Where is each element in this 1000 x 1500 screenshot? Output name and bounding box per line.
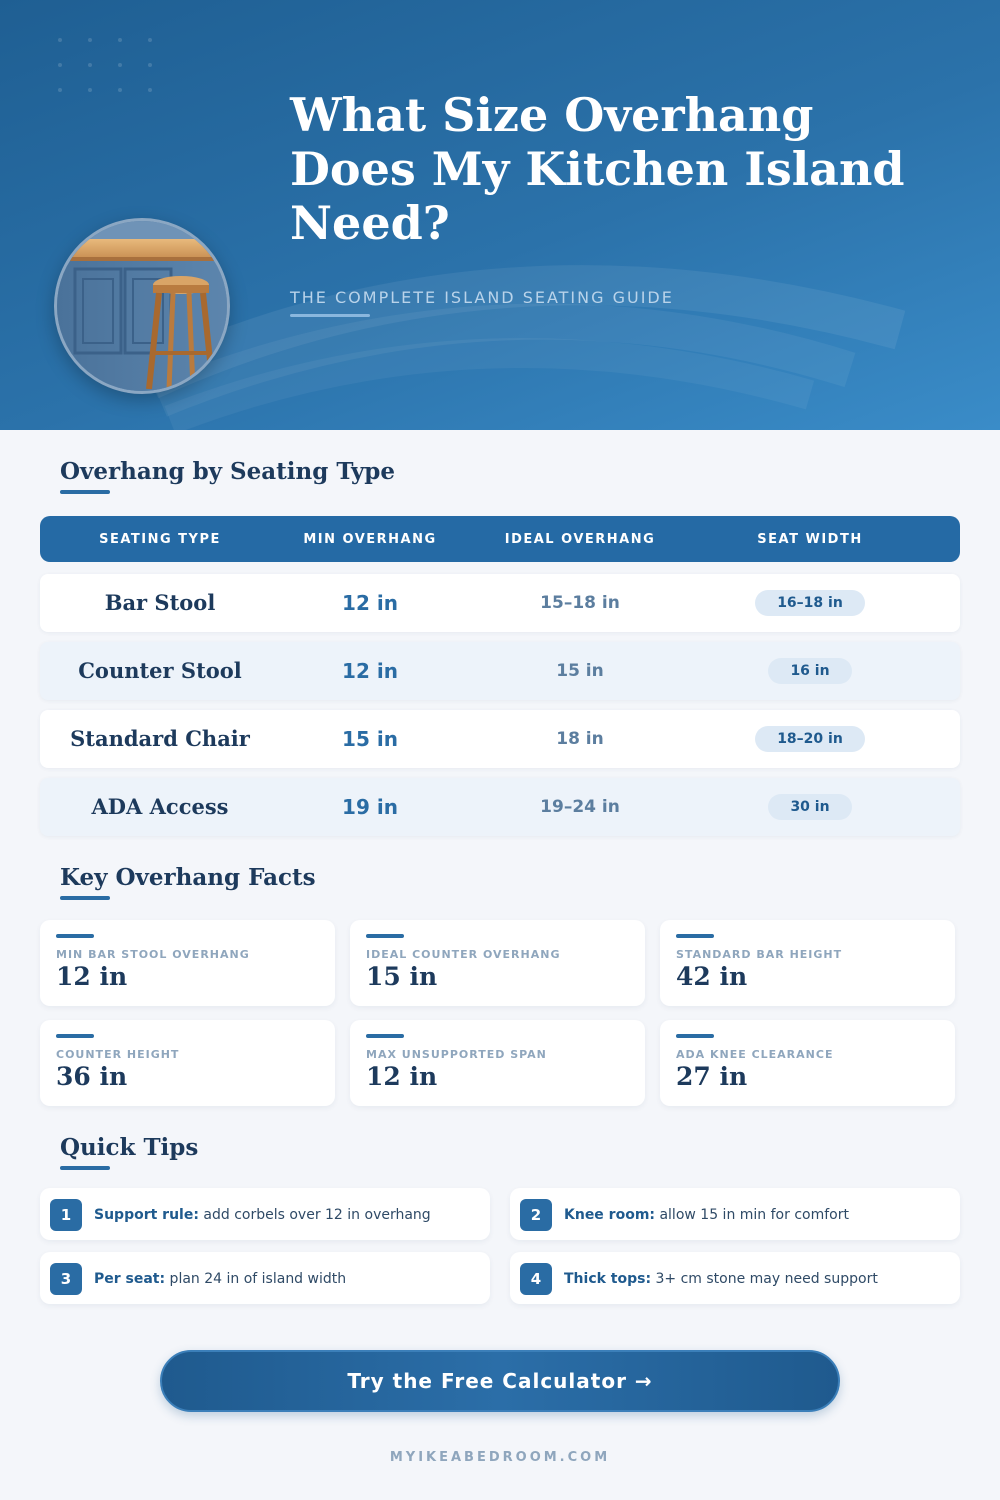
hero-banner [0,0,1000,430]
seating-type: Standard Chair [70,726,250,751]
min-overhang: 12 in [342,591,398,615]
fact-value: 12 in [366,1062,438,1091]
table-row [40,710,960,768]
tip-number: 2 [520,1199,552,1231]
tip-text [94,1271,346,1287]
tip-card [510,1188,960,1240]
section-underline [60,1166,110,1170]
tip-text [94,1207,431,1223]
min-overhang: 12 in [342,659,398,683]
fact-card [660,920,955,1006]
calculator-cta-button[interactable]: Try the Free Calculator → [160,1350,840,1412]
page-title: What Size Overhang Does My Kitchen Island Need? [290,88,905,250]
subtitle-underline [290,314,370,317]
table-row [40,574,960,632]
fact-value: 12 in [56,962,128,991]
seat-width-badge: 30 in [768,794,851,820]
ideal-overhang: 15–18 in [540,593,620,613]
fact-accent-bar [366,934,404,938]
header-ideal-overhang: IDEAL OVERHANG [504,532,656,547]
fact-label: STANDARD BAR HEIGHT [676,948,843,961]
tips-section-title: Quick Tips [60,1134,199,1161]
table-row [40,778,960,836]
overhang-section-title: Overhang by Seating Type [60,458,396,485]
fact-card [40,1020,335,1106]
fact-label: IDEAL COUNTER OVERHANG [366,948,561,961]
tip-body: allow 15 in min for comfort [655,1207,849,1223]
fact-label: ADA KNEE CLEARANCE [676,1048,834,1061]
section-underline [60,896,110,900]
fact-label: MAX UNSUPPORTED SPAN [366,1048,547,1061]
fact-value: 42 in [676,962,748,991]
tip-heading: Thick tops: [564,1271,652,1287]
fact-accent-bar [56,934,94,938]
tip-number: 3 [50,1263,82,1295]
fact-accent-bar [56,1034,94,1038]
seating-type: Counter Stool [78,658,242,683]
ideal-overhang: 15 in [556,661,604,681]
fact-card [660,1020,955,1106]
tip-card [40,1188,490,1240]
tip-heading: Per seat: [94,1271,166,1287]
fact-accent-bar [676,934,714,938]
tip-text [564,1207,849,1223]
tip-text [564,1271,878,1287]
fact-label: COUNTER HEIGHT [56,1048,180,1061]
ideal-overhang: 19–24 in [540,797,620,817]
header-seating-type: SEATING TYPE [99,532,221,547]
fact-value: 27 in [676,1062,748,1091]
seat-width-badge: 16 in [768,658,851,684]
fact-card [40,920,335,1006]
min-overhang: 19 in [342,795,398,819]
table-header [40,516,960,562]
fact-value: 36 in [56,1062,128,1091]
tip-heading: Support rule: [94,1207,199,1223]
fact-card [350,1020,645,1106]
min-overhang: 15 in [342,727,398,751]
seating-type: ADA Access [91,794,229,819]
header-min-overhang: MIN OVERHANG [303,532,437,547]
seat-width-badge: 18–20 in [755,726,865,752]
seat-width-badge: 16–18 in [755,590,865,616]
fact-value: 15 in [366,962,438,991]
facts-section-title: Key Overhang Facts [60,864,316,891]
tip-body: 3+ cm stone may need support [651,1271,878,1287]
kitchen-island-stool-illustration [54,218,230,394]
fact-accent-bar [676,1034,714,1038]
fact-label: MIN BAR STOOL OVERHANG [56,948,250,961]
fact-card [350,920,645,1006]
tip-card [510,1252,960,1304]
fact-accent-bar [366,1034,404,1038]
tip-card [40,1252,490,1304]
tip-body: plan 24 in of island width [165,1271,347,1287]
table-row [40,642,960,700]
tip-number: 4 [520,1263,552,1295]
footer-site-name: MYIKEABEDROOM.COM [389,1450,611,1465]
ideal-overhang: 18 in [556,729,604,749]
tip-body: add corbels over 12 in overhang [198,1207,431,1223]
tip-heading: Knee room: [564,1207,656,1223]
header-seat-width: SEAT WIDTH [757,532,863,547]
tip-number: 1 [50,1199,82,1231]
section-underline [60,490,110,494]
page-subtitle: THE COMPLETE ISLAND SEATING GUIDE [290,288,674,307]
seating-type: Bar Stool [104,590,216,615]
decorative-dots [52,32,162,102]
